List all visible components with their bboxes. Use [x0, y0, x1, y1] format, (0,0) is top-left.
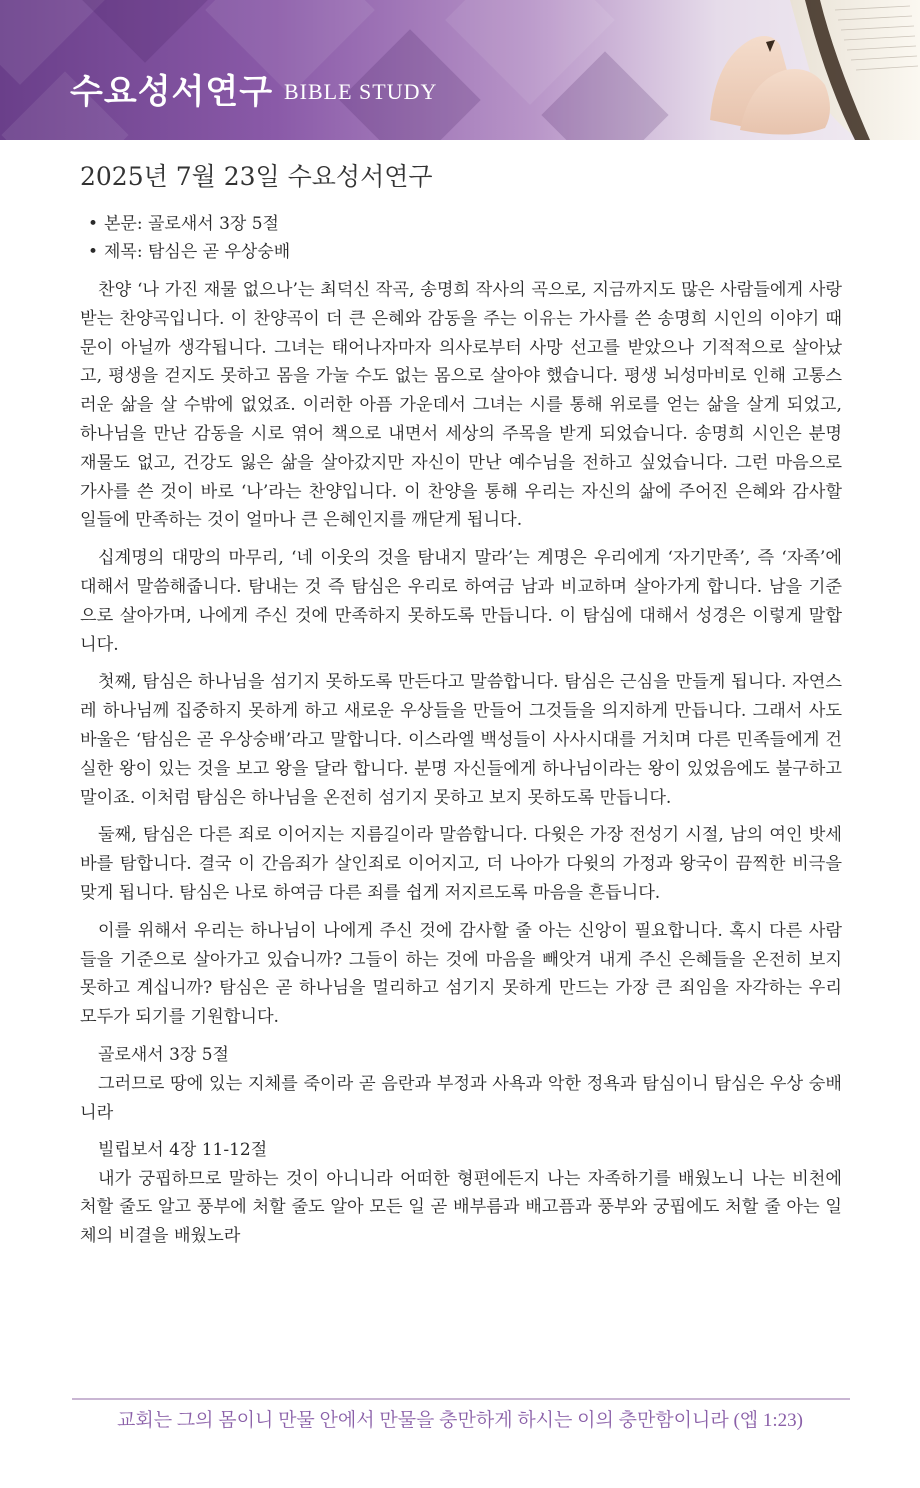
footer-verse: 교회는 그의 몸이니 만물 안에서 만물을 충만하게 하시는 이의 충만함이니라 (엡 1:23) — [116, 1410, 803, 1431]
meta-topic: • 제목: 탐심은 곧 우상숭배 — [80, 238, 842, 266]
article-meta — [80, 210, 842, 266]
paragraph: 둘째, 탐심은 다른 죄로 이어지는 지름길이라 말씀합니다. 다윗은 가장 전성기 시절, 남의 여인 밧세바를 탐합니다. 결국 이 간음죄가 살인죄로 이어지고, 더 나아가 다윗의 가정과 왕국이 끔찍한 비극을 맞게 됩니다. 탐심은 나로 하여금 다른 죄를 쉽게 저지르도록 마음을 흔듭니다. — [80, 825, 842, 903]
article — [80, 160, 842, 1259]
bible-hands-illustration — [620, 0, 920, 140]
article-title: 2025년 7월 23일 수요성서연구 — [80, 162, 433, 191]
verse-text: 그러므로 땅에 있는 지체를 죽이라 곧 음란과 부정과 사욕과 악한 정욕과 탐심이니 탐심은 우상 숭배니라 — [80, 1073, 842, 1123]
page-title: 수요성서연구 — [70, 72, 274, 112]
header-banner — [0, 0, 920, 140]
paragraph: 찬양 ‘나 가진 재물 없으나’는 최덕신 작곡, 송명희 작사의 곡으로, 지금까지도 많은 사람들에게 사랑받는 찬양곡입니다. 이 찬양곡이 더 큰 은혜와 감동을 주는 이유는 가사를 쓴 송명희 시인의 이야기 때문이 아닐까 생각됩니다. 그녀는 태어나자마자 의사로부터 사망 선고를 받았으나 기적적으로 살아났고, 평생을 걷지도 못하고 몸을 가눌 수도 없는 몸으로 살아야 했습니다. 평생 뇌성마비로 인해 고통스러운 삶을 살 수밖에 없었죠. 이러한 아픔 가운데서 그녀는 시를 통해 위로를 얻는 삶을 살게 되었고, 하나님을 만난 감동을 시로 엮어 책으로 내면서 세상의 주목을 받게 되었습니다. 송명희 시인은 분명 재물도 없고, 건강도 잃은 삶을 살아갔지만 자신이 만난 예수님을 전하고 싶었습니다. 그런 마음으로 가사를 쓴 것이 바로 ‘나’라는 찬양입니다. 이 찬양을 통해 우리는 자신의 삶에 주어진 은혜와 감사할 일들에 만족하는 것이 얼마나 큰 은혜인지를 깨닫게 됩니다. — [80, 280, 842, 531]
meta-scripture: • 본문: 골로새서 3장 5절 — [80, 210, 842, 238]
verse-text: 내가 궁핍하므로 말하는 것이 아니니라 어떠한 형편에든지 나는 자족하기를 배웠노니 나는 비천에 처할 줄도 알고 풍부에 처할 줄도 알아 모든 일 곧 배부름과 배고픔과 풍부와 궁핍에도 처할 줄 아는 일체의 비결을 배웠노라 — [80, 1168, 842, 1247]
paragraph: 첫째, 탐심은 하나님을 섬기지 못하도록 만든다고 말씀합니다. 탐심은 근심을 만들게 됩니다. 자연스레 하나님께 집중하지 못하게 하고 새로운 우상들을 만들어 그것들을 의지하게 만듭니다. 그래서 사도 바울은 ‘탐심은 곧 우상숭배’라고 말합니다. 이스라엘 백성들이 사사시대를 거치며 다른 민족들에게 건실한 왕이 있는 것을 보고 왕을 달라 합니다. 분명 자신들에게 하나님이라는 왕이 있었음에도 불구하고 말이죠. 이처럼 탐심은 하나님을 온전히 섬기지 못하고 보지 못하도록 만듭니다. — [80, 672, 842, 808]
footer-divider — [72, 1398, 850, 1400]
bullet-icon: • — [88, 242, 99, 262]
page-subtitle: BIBLE STUDY — [284, 79, 438, 104]
paragraph: 십계명의 대망의 마무리, ‘네 이웃의 것을 탐내지 말라’는 계명은 우리에게 ‘자기만족’, 즉 ‘자족’에 대해서 말씀해줍니다. 탐내는 것 즉 탐심은 우리로 하여금 남과 비교하며 살아가게 합니다. 남을 기준으로 살아가며, 나에게 주신 것에 만족하지 못하도록 만듭니다. 이 탐심에 대해서 성경은 이렇게 말합니다. — [80, 548, 842, 655]
bullet-icon: • — [88, 214, 99, 234]
verse-reference: 골로새서 3장 5절 — [98, 1044, 229, 1065]
paragraph: 이를 위해서 우리는 하나님이 나에게 주신 것에 감사할 줄 아는 신앙이 필요합니다. 혹시 다른 사람들을 기준으로 살아가고 있습니까? 그들이 하는 것에 마음을 빼앗겨 내게 주신 은혜들을 온전히 보지 못하고 계십니까? 탐심은 곧 하나님을 멀리하고 섬기지 못하게 만드는 가장 큰 죄임을 자각하는 우리 모두가 되기를 기원합니다. — [80, 920, 842, 1028]
verse-reference: 빌립보서 4장 11-12절 — [98, 1139, 268, 1160]
